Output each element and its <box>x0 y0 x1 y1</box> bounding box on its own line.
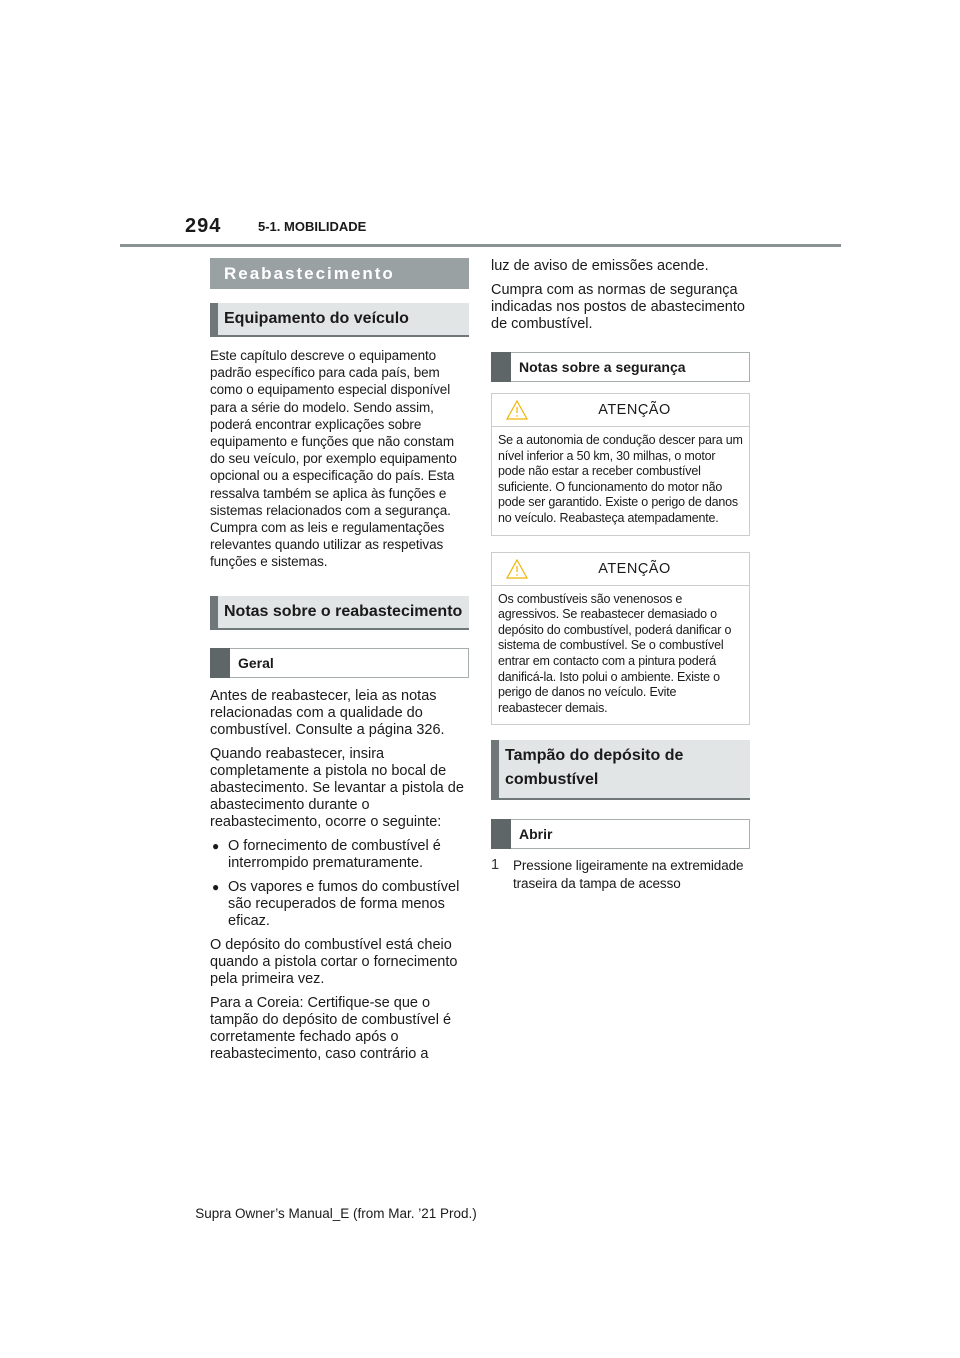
right-column <box>491 258 750 893</box>
subheading-equipment: Equipamento do veículo <box>210 303 469 337</box>
warning-triangle-icon <box>506 559 528 579</box>
left-column <box>210 258 469 1063</box>
equipment-text: Este capítulo descreve o equipamento padrão específico para cada país, bem como o equipamento especial disponível para a série do modelo. Sendo assim, poderá encontrar explicações sobre equipamento e funções que não constam do seu veículo, por exemplo equipamento opcional ou a especificação do país. Esta ressalva também se aplica às funções e sistemas relacionados com a segurança. Cumpra com as leis e regulamentações relevantes quando utilizar as respetivas funções e sistemas. <box>210 348 457 570</box>
warning-text: Se a autonomia de condução descer para um nível inferior a 50 km, 30 milhas, o motor pode não estar a receber combustível suficiente. O funcionamento do motor não pode ser garantido. Existe o perigo de danos no veículo. Reabasteça atempadamente. <box>498 433 743 525</box>
box-heading-safety: Notas sobre a segurança <box>491 352 750 382</box>
page-number: 294 <box>185 215 222 237</box>
bullet-icon: ● <box>212 838 220 853</box>
warning-title: ATENÇÃO <box>598 560 671 577</box>
step-number: 1 <box>491 857 500 874</box>
paragraph: luz de aviso de emissões acende. <box>491 258 709 274</box>
step-text: Pressione ligeiramente na extremidade traseira da tampa de acesso <box>513 858 744 892</box>
header-rule <box>120 244 841 247</box>
warning-title: ATENÇÃO <box>598 402 671 418</box>
box-heading-open: Abrir <box>491 819 750 849</box>
warning-box <box>491 393 750 536</box>
subheading-refuel-notes: Notas sobre o reabastecimento <box>210 596 469 630</box>
box-heading-general: Geral <box>210 648 469 678</box>
paragraph: Antes de reabastecer, leia as notas relacionadas com a qualidade do combustível. Consulte a página 326. <box>210 687 445 738</box>
warning-header <box>492 394 749 427</box>
warning-triangle-icon <box>506 400 528 420</box>
paragraph: O depósito do combustível está cheio quando a pistola cortar o fornecimento pela primeira vez. <box>210 936 458 987</box>
warning-text: Os combustíveis são venenosos e agressivos. Se reabastecer demasiado o depósito do combustível, poderá danificar o sistema de combustível. Se o combustível entrar em contacto com a pintura poderá danificá-la. Isto polui o ambiente. Existe o perigo de danos no veículo. Evite reabastecer demais. <box>498 591 732 715</box>
list-item-text: Os vapores e fumos do combustível são recuperados de forma menos eficaz. <box>228 878 460 929</box>
warning-header <box>492 553 749 586</box>
list-item-text: O fornecimento de combustível é interrompido prematuramente. <box>228 837 441 871</box>
subheading-fuel-cap: Tampão do depósito de combustível <box>491 740 750 800</box>
footer-text: Supra Owner’s Manual_E (from Mar. ’21 Prod.) <box>195 1206 477 1221</box>
paragraph: Cumpra com as normas de segurança indicadas nos postos de abastecimento de combustível. <box>491 282 745 332</box>
list-item <box>210 879 469 930</box>
list-item <box>210 838 469 872</box>
footer <box>0 1206 960 1221</box>
numbered-step <box>491 857 750 893</box>
warning-box <box>491 552 750 726</box>
bullet-icon: ● <box>212 879 220 894</box>
section-label: 5-1. MOBILIDADE <box>258 219 367 234</box>
main-heading: Reabastecimento <box>210 258 469 289</box>
paragraph: Para a Coreia: Certifique-se que o tampão do depósito de combustível é corretamente fechado após o reabastecimento, caso contrário a <box>210 994 452 1062</box>
paragraph: Quando reabastecer, insira completamente a pistola no bocal de abastecimento. Se levantar a pistola de abastecimento durante o reabastecimento, ocorre o seguinte: <box>210 745 464 830</box>
